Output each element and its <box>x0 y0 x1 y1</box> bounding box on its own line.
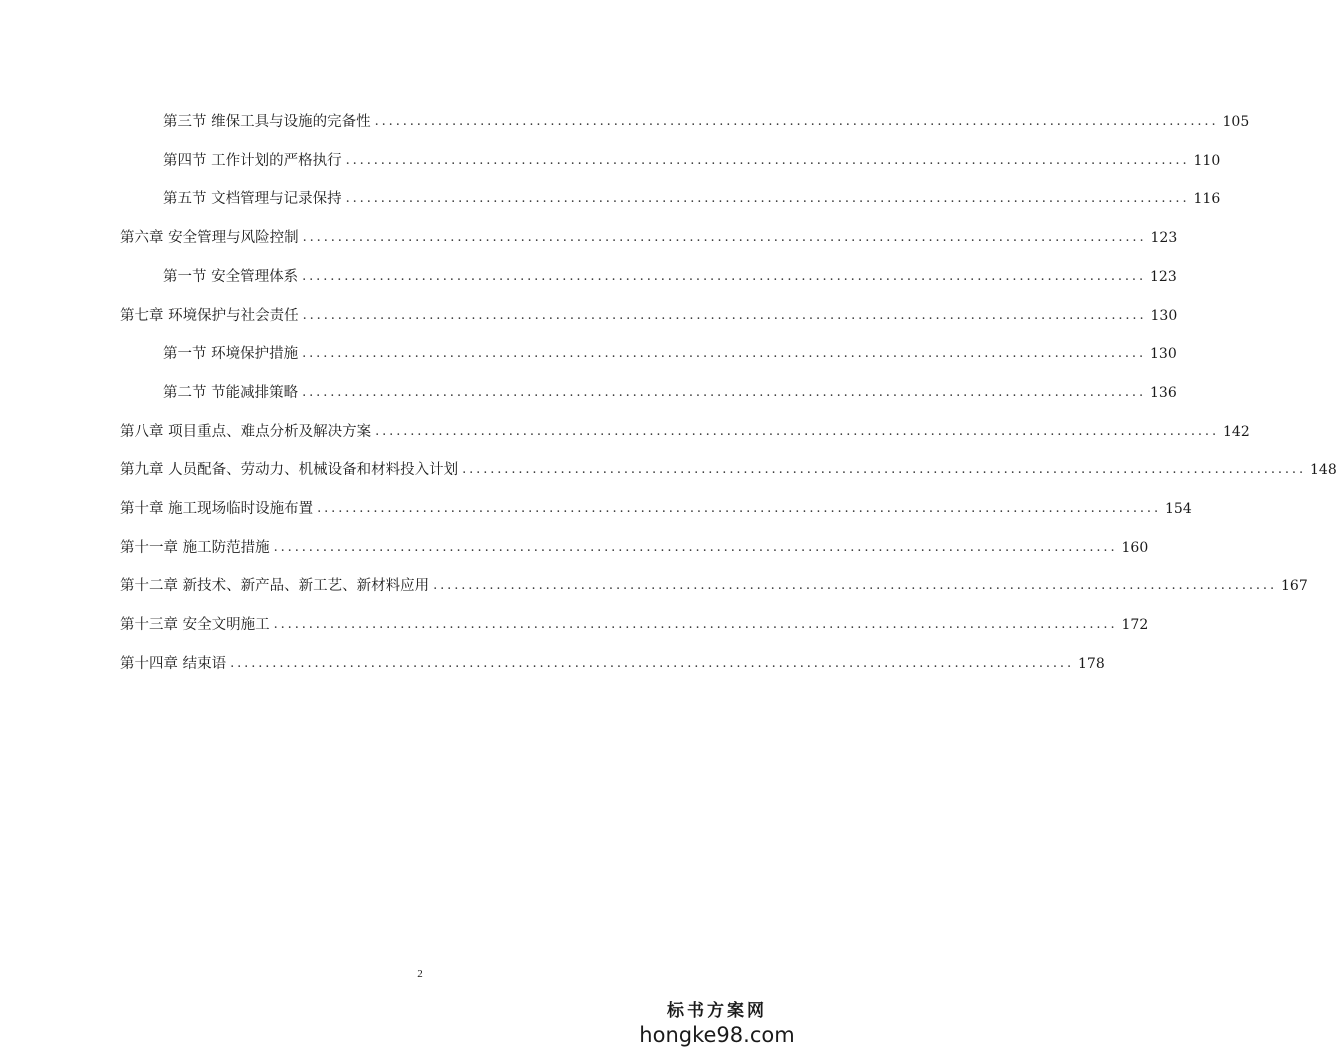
toc-entry-page: 130 <box>1150 346 1177 362</box>
toc-entry-page: 136 <box>1150 385 1177 401</box>
toc-entry[interactable] <box>163 111 1250 133</box>
toc-entry-page: 110 <box>1193 153 1221 169</box>
toc-entry[interactable] <box>163 150 1221 172</box>
toc-entry-label: 第十四章 结束语 <box>120 656 227 672</box>
toc-entry-label: 第一节 环境保护措施 <box>163 346 299 362</box>
toc-entry-label: 第三节 维保工具与设施的完备性 <box>163 114 371 130</box>
toc-entry-page: 178 <box>1078 656 1105 672</box>
toc-entry-label: 第五节 文档管理与记录保持 <box>163 191 342 207</box>
toc-entry-label: 第十一章 施工防范措施 <box>120 540 270 556</box>
toc-entry-label: 第六章 安全管理与风险控制 <box>120 230 299 246</box>
toc-entry[interactable] <box>120 537 1149 559</box>
toc-entry[interactable] <box>163 382 1177 404</box>
toc-entry-page: 148 <box>1310 462 1337 478</box>
toc-entry-label: 第一节 安全管理体系 <box>163 269 299 285</box>
toc-entry-label: 第八章 项目重点、难点分析及解决方案 <box>120 424 372 440</box>
dot-leader: ........................................................................................................................ <box>433 578 1277 593</box>
toc-entry-page: 116 <box>1193 191 1221 207</box>
toc-entry-page: 154 <box>1165 501 1192 517</box>
toc-entry-page: 172 <box>1121 617 1149 633</box>
dot-leader: ........................................................................................................................ <box>345 153 1190 168</box>
toc-entry[interactable] <box>120 614 1149 636</box>
toc-entry[interactable] <box>120 421 1250 443</box>
toc-entry-label: 第十章 施工现场临时设施布置 <box>120 501 314 517</box>
dot-leader: ........................................................................................................................ <box>302 269 1146 284</box>
watermark-line2: hongke98.com <box>639 1023 795 1047</box>
toc-entry[interactable] <box>120 459 1337 481</box>
toc-entry-label: 第十二章 新技术、新产品、新工艺、新材料应用 <box>120 578 430 594</box>
dot-leader: ........................................................................................................................ <box>273 617 1118 632</box>
toc-entry-label: 第十三章 安全文明施工 <box>120 617 270 633</box>
toc-entry[interactable] <box>163 343 1177 365</box>
dot-leader: ........................................................................................................................ <box>302 346 1146 361</box>
dot-leader: ........................................................................................................................ <box>302 308 1147 323</box>
toc-entry-page: 130 <box>1150 308 1178 324</box>
watermark-line1: 标书方案网 <box>667 1001 767 1021</box>
toc-entry-page: 123 <box>1150 230 1178 246</box>
dot-leader: ........................................................................................................................ <box>345 191 1190 206</box>
toc-entry[interactable] <box>120 575 1308 597</box>
dot-leader: ........................................................................................................................ <box>374 114 1219 129</box>
toc-entry[interactable] <box>163 266 1177 288</box>
dot-leader: ........................................................................................................................ <box>462 462 1306 477</box>
toc-entry-page: 105 <box>1222 114 1250 130</box>
dot-leader: ........................................................................................................................ <box>302 385 1146 400</box>
toc-entry[interactable] <box>163 188 1221 210</box>
dot-leader: ........................................................................................................................ <box>317 501 1161 516</box>
watermark-logo <box>632 1000 802 1048</box>
toc-entry[interactable] <box>120 227 1178 249</box>
dot-leader: ........................................................................................................................ <box>302 230 1147 245</box>
dot-leader: ........................................................................................................................ <box>375 424 1219 439</box>
toc-entry[interactable] <box>120 653 1105 675</box>
dot-leader: ........................................................................................................................ <box>273 540 1118 555</box>
page-number: 2 <box>417 968 423 980</box>
toc-entry-page: 123 <box>1150 269 1177 285</box>
toc-entry-label: 第七章 环境保护与社会责任 <box>120 308 299 324</box>
toc-entry[interactable] <box>120 498 1192 520</box>
toc-entry-page: 167 <box>1281 578 1308 594</box>
toc-entry-label: 第四节 工作计划的严格执行 <box>163 153 342 169</box>
toc-entry-label: 第二节 节能减排策略 <box>163 385 299 401</box>
toc-entry-page: 142 <box>1223 424 1250 440</box>
toc-entry-page: 160 <box>1121 540 1149 556</box>
toc-entry[interactable] <box>120 305 1178 327</box>
toc-entry-label: 第九章 人员配备、劳动力、机械设备和材料投入计划 <box>120 462 459 478</box>
dot-leader: ........................................................................................................................ <box>230 656 1074 671</box>
